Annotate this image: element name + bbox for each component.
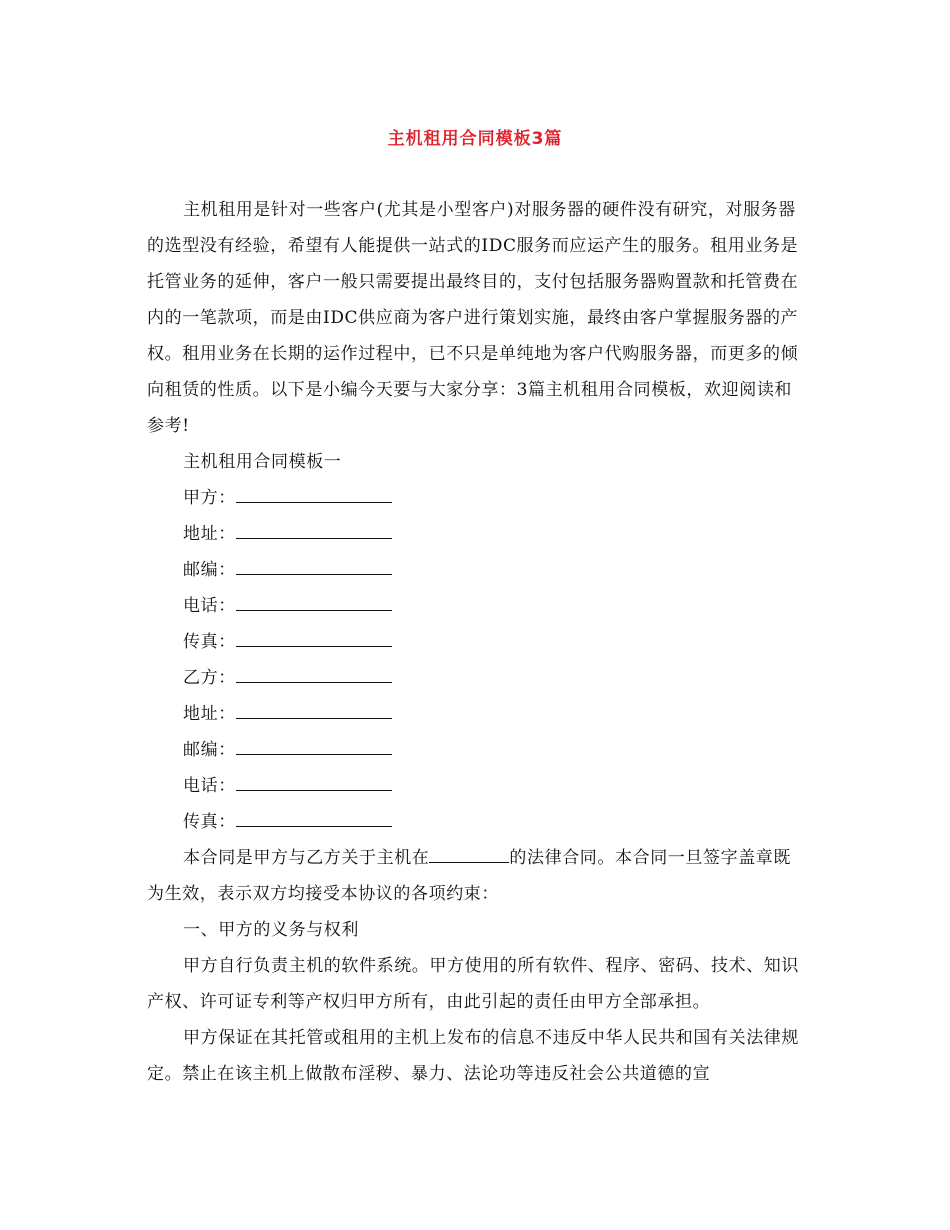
fill-in-blank xyxy=(236,808,392,827)
field-label: 地址： xyxy=(183,524,236,544)
field-label: 地址： xyxy=(183,704,236,724)
field-party-b xyxy=(147,660,807,696)
document-title: 主机租用合同模板3篇 xyxy=(387,129,563,149)
field-label: 乙方： xyxy=(183,668,236,688)
fill-in-blank xyxy=(236,520,392,539)
agreement-prefix: 本合同是甲方与乙方关于主机在 xyxy=(183,848,430,868)
document-body xyxy=(147,192,807,1092)
field-postcode-a xyxy=(147,552,807,588)
field-label: 甲方： xyxy=(183,488,236,508)
section-title: 主机租用合同模板一 xyxy=(183,452,342,472)
fill-in-blank xyxy=(236,700,392,719)
fill-in-blank xyxy=(236,628,392,647)
field-address-a xyxy=(147,516,807,552)
field-postcode-b xyxy=(147,732,807,768)
field-label: 传真： xyxy=(183,812,236,832)
section-heading: 一、甲方的义务与权利 xyxy=(183,920,359,940)
agreement-paragraph xyxy=(147,840,807,912)
fill-in-blank xyxy=(236,736,392,755)
fill-in-blank xyxy=(236,556,392,575)
agreement-suffix: 的法律合同。本合同一旦签字盖章既为生效，表示双方均接受本协议的各项约束： xyxy=(147,848,792,904)
fill-in-blank xyxy=(236,484,392,503)
field-label: 邮编： xyxy=(183,560,236,580)
field-address-b xyxy=(147,696,807,732)
field-phone-a xyxy=(147,588,807,624)
field-label: 电话： xyxy=(183,596,236,616)
compliance-paragraph: 甲方保证在其托管或租用的主机上发布的信息不违反中华人民共和国有关法律规定。禁止在该主机上做散布淫秽、暴力、法论功等违反社会公共道德的宣 xyxy=(147,1028,799,1084)
fill-in-blank xyxy=(429,844,509,863)
field-fax-b xyxy=(147,804,807,840)
field-label: 邮编： xyxy=(183,740,236,760)
field-label: 传真： xyxy=(183,632,236,652)
intro-paragraph: 主机租用是针对一些客户(尤其是小型客户)对服务器的硬件没有研究，对服务器的选型没有经验，希望有人能提供一站式的IDC服务而应运产生的服务。租用业务是托管业务的延伸，客户一般只需要提出最终目的，支付包括服务器购置款和托管费在内的一笔款项，而是由IDC供应商为客户进行策划实施，最终由客户掌握服务器的产权。租用业务在长期的运作过程中，已不只是单纯地为客户代购服务器，而更多的倾向租赁的性质。以下是小编今天要与大家分享：3篇主机租用合同模板，欢迎阅读和参考! xyxy=(147,200,799,436)
field-phone-b xyxy=(147,768,807,804)
fill-in-blank xyxy=(236,772,392,791)
field-label: 电话： xyxy=(183,776,236,796)
field-party-a xyxy=(147,480,807,516)
fill-in-blank xyxy=(236,664,392,683)
fill-in-blank xyxy=(236,592,392,611)
obligation-paragraph: 甲方自行负责主机的软件系统。甲方使用的所有软件、程序、密码、技术、知识产权、许可证专利等产权归甲方所有，由此引起的责任由甲方全部承担。 xyxy=(147,956,799,1012)
field-fax-a xyxy=(147,624,807,660)
